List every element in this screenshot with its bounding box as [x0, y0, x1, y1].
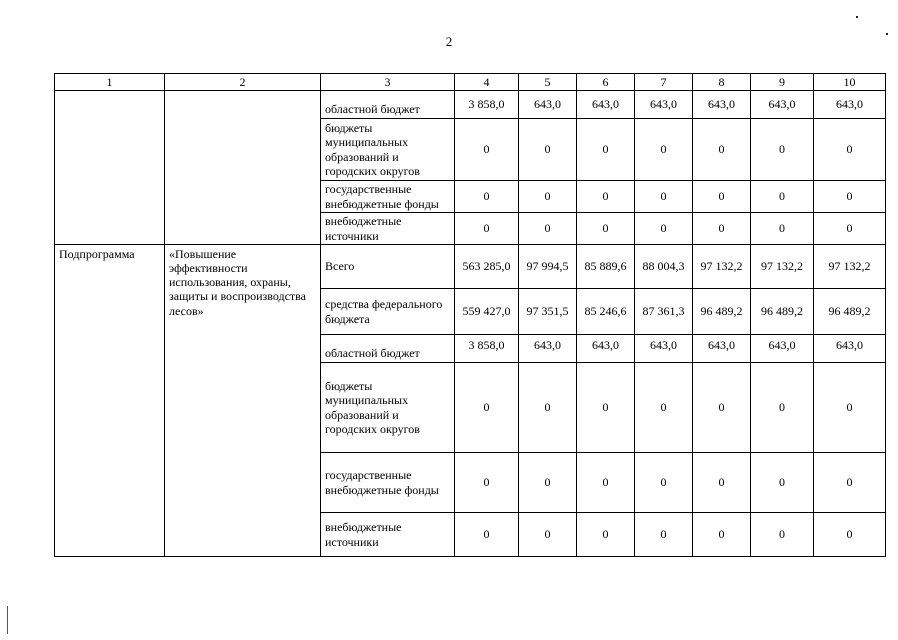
value-cell: 0 [577, 453, 635, 513]
value-cell: 0 [455, 513, 519, 557]
value-cell: 3 858,0 [455, 335, 519, 363]
value-cell: 0 [519, 213, 577, 245]
header-cell: 10 [814, 74, 886, 91]
value-cell: 0 [577, 213, 635, 245]
header-cell: 4 [455, 74, 519, 91]
value-cell: 0 [751, 181, 814, 213]
scan-speck [886, 33, 888, 35]
value-cell: 643,0 [577, 91, 635, 119]
group1-name-cell [165, 91, 321, 245]
value-cell: 97 994,5 [519, 245, 577, 289]
value-cell: 0 [519, 513, 577, 557]
value-cell: 97 351,5 [519, 289, 577, 335]
row-label: бюджеты муниципальных образований и городских округов [321, 363, 455, 453]
row-label: областной бюджет [321, 335, 455, 363]
value-cell: 0 [577, 363, 635, 453]
header-cell: 2 [165, 74, 321, 91]
value-cell: 87 361,3 [635, 289, 693, 335]
group1-type-cell [55, 91, 165, 245]
value-cell: 0 [635, 513, 693, 557]
value-cell: 96 489,2 [751, 289, 814, 335]
value-cell: 643,0 [693, 335, 751, 363]
value-cell: 0 [693, 453, 751, 513]
value-cell: 97 132,2 [814, 245, 886, 289]
value-cell: 0 [751, 213, 814, 245]
row-label: государственные внебюджетные фонды [321, 453, 455, 513]
value-cell: 559 427,0 [455, 289, 519, 335]
row-label: внебюджетные источники [321, 213, 455, 245]
value-cell: 0 [751, 453, 814, 513]
value-cell: 0 [635, 119, 693, 181]
scan-speck [856, 16, 858, 18]
row-label: областной бюджет [321, 91, 455, 119]
value-cell: 88 004,3 [635, 245, 693, 289]
value-cell: 0 [814, 181, 886, 213]
table-row [55, 245, 886, 289]
value-cell: 0 [519, 181, 577, 213]
value-cell: 85 889,6 [577, 245, 635, 289]
scan-edge-line [7, 606, 8, 634]
value-cell: 0 [577, 513, 635, 557]
value-cell: 85 246,6 [577, 289, 635, 335]
value-cell: 0 [455, 181, 519, 213]
header-row [55, 74, 886, 91]
value-cell: 643,0 [635, 91, 693, 119]
value-cell: 0 [455, 119, 519, 181]
value-cell: 96 489,2 [693, 289, 751, 335]
budget-table [54, 73, 886, 557]
value-cell: 643,0 [814, 335, 886, 363]
header-cell: 5 [519, 74, 577, 91]
value-cell: 96 489,2 [814, 289, 886, 335]
value-cell: 0 [635, 213, 693, 245]
value-cell: 643,0 [814, 91, 886, 119]
value-cell: 643,0 [751, 91, 814, 119]
value-cell: 0 [693, 213, 751, 245]
value-cell: 563 285,0 [455, 245, 519, 289]
value-cell: 0 [814, 119, 886, 181]
value-cell: 0 [635, 453, 693, 513]
value-cell: 0 [635, 363, 693, 453]
row-label: Всего [321, 245, 455, 289]
value-cell: 97 132,2 [693, 245, 751, 289]
value-cell: 0 [751, 513, 814, 557]
header-cell: 1 [55, 74, 165, 91]
value-cell: 0 [693, 513, 751, 557]
value-cell: 0 [455, 363, 519, 453]
value-cell: 643,0 [751, 335, 814, 363]
value-cell: 0 [814, 513, 886, 557]
row-label: средства федерального бюджета [321, 289, 455, 335]
header-cell: 6 [577, 74, 635, 91]
value-cell: 0 [635, 181, 693, 213]
header-cell: 3 [321, 74, 455, 91]
value-cell: 0 [693, 181, 751, 213]
row-label: внебюджетные источники [321, 513, 455, 557]
program-name-cell: «Повышение эффективности использования, охраны, защиты и воспроизводства лесов» [165, 245, 321, 557]
value-cell: 0 [577, 181, 635, 213]
header-cell: 8 [693, 74, 751, 91]
value-cell: 643,0 [519, 335, 577, 363]
value-cell: 643,0 [693, 91, 751, 119]
value-cell: 0 [751, 363, 814, 453]
value-cell: 0 [455, 213, 519, 245]
value-cell: 643,0 [577, 335, 635, 363]
value-cell: 0 [519, 453, 577, 513]
value-cell: 643,0 [635, 335, 693, 363]
value-cell: 0 [693, 119, 751, 181]
page-number: 2 [445, 34, 453, 49]
value-cell: 0 [577, 119, 635, 181]
program-type-cell: Подпрограмма [55, 245, 165, 557]
row-label: государственные внебюджетные фонды [321, 181, 455, 213]
value-cell: 0 [519, 119, 577, 181]
value-cell: 0 [814, 363, 886, 453]
header-cell: 9 [751, 74, 814, 91]
value-cell: 0 [814, 213, 886, 245]
table-row [55, 91, 886, 119]
value-cell: 3 858,0 [455, 91, 519, 119]
value-cell: 97 132,2 [751, 245, 814, 289]
value-cell: 643,0 [519, 91, 577, 119]
value-cell: 0 [751, 119, 814, 181]
value-cell: 0 [693, 363, 751, 453]
value-cell: 0 [519, 363, 577, 453]
row-label: бюджеты муниципальных образований и городских округов [321, 119, 455, 181]
value-cell: 0 [455, 453, 519, 513]
header-cell: 7 [635, 74, 693, 91]
value-cell: 0 [814, 453, 886, 513]
